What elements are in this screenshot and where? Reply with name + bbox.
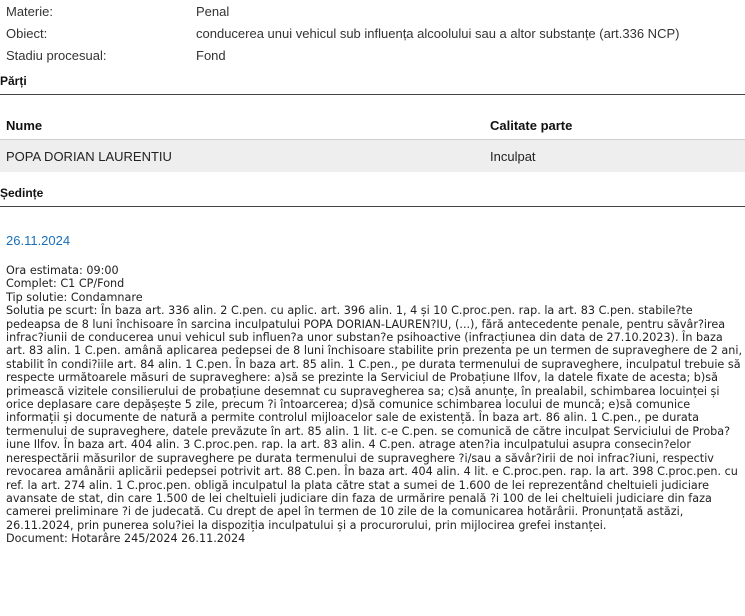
case-info-label: Stadiu procesual: (6, 47, 107, 63)
party-name: POPA DORIAN LAURENTIU (6, 148, 172, 164)
estimated-time: Ora estimata: 09:00 (6, 264, 119, 277)
case-info-row (0, 0, 745, 22)
solution-summary: Solutia pe scurt: În baza art. 336 alin. 2 C.pen. cu aplic. art. 396 alin. 1, 4 și 10 C.proc.pen. rap. la art. 83 C.pen. stabile?te pedeapsa de 8 luni închisoare în sarcina inculpatului POPA DORIAN-LAUREN?IU, (...), fără antecedente penale, pentru săvâr?irea infrac?iunii de conducerea unui vehicul sub influen?a unor substan?e psihoactive (infracțiunea din data de 27.10.2023). În baza art. 83 alin. 1 C.pen. amână aplicarea pedepsei de 8 luni închisoare stabilite prin prezenta pe un termen de supraveghere de 2 ani, stabilit în condi?iile art. 84 alin. 1 C.pen. În baza art. 85 alin. 1 C.pen., pe durata termenului de supraveghere, inculpatul trebuie să respecte următoarele măsuri de supraveghere: a)să se prezinte la Serviciul de Probațiune Ilfov, la datele fixate de acesta; b)să primească vizitele consilierului de probațiune desemnat cu supravegherea sa; c)să anunțe, în prealabil, schimbarea locuinței și orice deplasare care depășește 5 zile, precum ?i întoarcerea; d)să comunice schimbarea locului de muncă; e)să comunice informații și documente de natură a permite controlul mijloacelor sale de existență. În baza art. 86 alin. 1 C.pen., pe durata termenului de supraveghere, datele prevăzute în art. 85 alin. 1 lit. c-e C.pen. se comunică de către inculpat Serviciului de Proba?iune Ilfov. În baza art. 404 alin. 3 C.proc.pen. rap. la art. 83 alin. 4 C.pen. atrage aten?ia inculpatului asupra consecin?elor nerespectării măsurilor de supraveghere pe durata termenului de supraveghere ?i/sau a săvâr?irii de noi infrac?iuni, respectiv revocarea amânării aplicării pedepsei potrivit art. 88 C.pen. În baza art. 404 alin. 4 lit. e C.proc.pen. rap. la art. 398 C.proc.pen. cu ref. la art. 274 alin. 1 C.proc.pen. obligă inculpatul la plata către stat a sumei de 1.600 de lei reprezentând cheltuieli judiciare avansate de stat, din care 1.500 de lei cheltuieli judiciare din faza de urmărire penală ?i 100 de lei cheltuieli judiciare din faza camerei preliminare ?i de judecată. Cu drept de apel în termen de 10 zile de la comunicarea hotărârii. Pronunțată astăzi, 26.11.2024, prin punerea solu?iei la dispoziția inculpatului și a procurorului, prin mijlocirea grefei instanței. (6, 304, 743, 532)
case-info-value: conducerea unui vehicul sub influența alcoolului sau a altor substanțe (art.336 NCP) (196, 25, 680, 41)
table-row (0, 140, 745, 172)
document-reference: Document: Hotarâre 245/2024 26.11.2024 (6, 532, 246, 546)
case-info-value: Penal (196, 3, 230, 19)
parti-section-title: Părți (0, 72, 745, 95)
case-info (0, 0, 745, 66)
sedinte-section-title: Ședințe (0, 184, 745, 207)
column-header-role: Calitate parte (490, 118, 573, 133)
parti-table-header (0, 109, 745, 140)
case-info-row (0, 22, 745, 44)
panel: Complet: C1 CP/Fond (6, 277, 125, 291)
column-header-name: Nume (6, 118, 43, 133)
solution-type: Tip solutie: Condamnare (6, 290, 143, 304)
hearing-details (6, 264, 744, 546)
case-info-value: Fond (196, 47, 226, 63)
case-info-label: Obiect: (6, 25, 48, 41)
case-info-label: Materie: (6, 3, 53, 19)
party-role: Inculpat (490, 148, 536, 164)
hearing-date-link[interactable]: 26.11.2024 (6, 233, 71, 248)
case-info-row (0, 44, 745, 66)
